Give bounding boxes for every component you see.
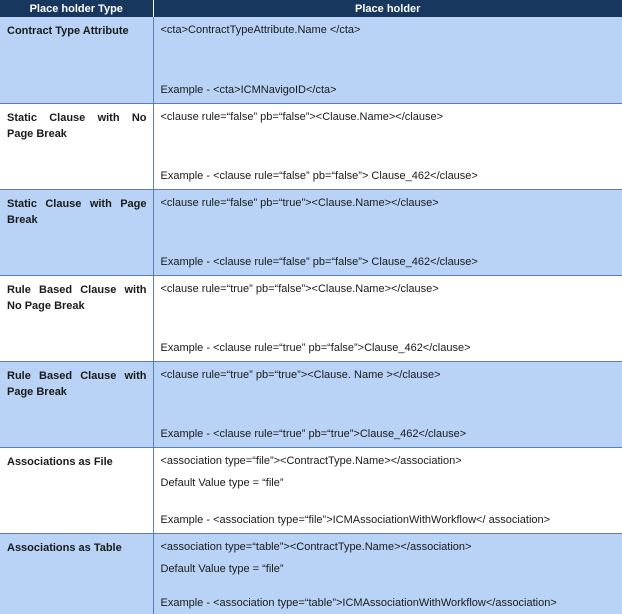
placeholder-type-cell: Static Clause with Page Break bbox=[0, 189, 153, 275]
placeholder-syntax: <cta>ContractTypeAttribute.Name </cta> bbox=[160, 24, 361, 36]
placeholder-type-cell: Static Clause with No Page Break bbox=[0, 103, 153, 189]
default-value-line: Default Value type = “file” bbox=[160, 476, 284, 489]
placeholder-cell bbox=[153, 447, 622, 533]
placeholder-example: Example - <clause rule=“true” pb=“true”>Clause_462</clause> bbox=[160, 427, 467, 440]
placeholder-cell bbox=[153, 361, 622, 447]
placeholder-syntax: <clause rule=“true” pb=“true”><Clause. Name ></clause> bbox=[160, 368, 441, 381]
placeholder-syntax: <association type=“table”><ContractType.Name></association> bbox=[160, 540, 472, 553]
placeholder-cell bbox=[153, 189, 622, 275]
default-value-line: Default Value type = “file” bbox=[160, 562, 284, 575]
table-row bbox=[0, 103, 622, 189]
placeholder-example: Example - <cta>ICMNavigoID</cta> bbox=[160, 83, 337, 96]
placeholder-type-cell: Rule Based Clause with Page Break bbox=[0, 361, 153, 447]
placeholder-cell bbox=[153, 275, 622, 361]
table-row bbox=[0, 361, 622, 447]
header-placeholder: Place holder bbox=[153, 0, 622, 17]
placeholder-syntax: <association type=“file”><ContractType.Name></association> bbox=[160, 454, 462, 467]
placeholder-type-cell: Associations as File bbox=[0, 447, 153, 533]
placeholder-syntax: <clause rule=“true” pb=“false”><Clause.Name></clause> bbox=[160, 282, 439, 295]
header-placeholder-type: Place holder Type bbox=[0, 0, 153, 17]
table-row bbox=[0, 275, 622, 361]
table-row bbox=[0, 533, 622, 614]
placeholder-cell bbox=[153, 17, 622, 103]
placeholder-type-cell: Contract Type Attribute bbox=[0, 17, 153, 103]
placeholder-syntax: <clause rule=“false” pb=“true”><Clause.Name></clause> bbox=[160, 196, 439, 209]
placeholder-example: Example - <association type=“file”>ICMAssociationWithWorkflow</ association> bbox=[160, 513, 551, 526]
header-row bbox=[0, 0, 622, 17]
placeholder-example: Example - <clause rule=“false” pb=“false”> Clause_462</clause> bbox=[160, 255, 478, 268]
placeholder-syntax: <clause rule=“false” pb=“false”><Clause.Name></clause> bbox=[160, 110, 443, 123]
placeholder-type-cell: Rule Based Clause with No Page Break bbox=[0, 275, 153, 361]
placeholder-example: Example - <association type=“table”>ICMAssociationWithWorkflow</association> bbox=[160, 597, 557, 609]
table-row bbox=[0, 189, 622, 275]
table-row bbox=[0, 17, 622, 103]
placeholder-cell bbox=[153, 103, 622, 189]
placeholder-example: Example - <clause rule=“true” pb=“false”>Clause_462</clause> bbox=[160, 341, 471, 354]
placeholder-type-cell: Associations as Table bbox=[0, 533, 153, 614]
placeholder-example: Example - <clause rule=“false” pb=“false”> Clause_462</clause> bbox=[160, 169, 478, 182]
placeholder-cell bbox=[153, 533, 622, 614]
table-row bbox=[0, 447, 622, 533]
